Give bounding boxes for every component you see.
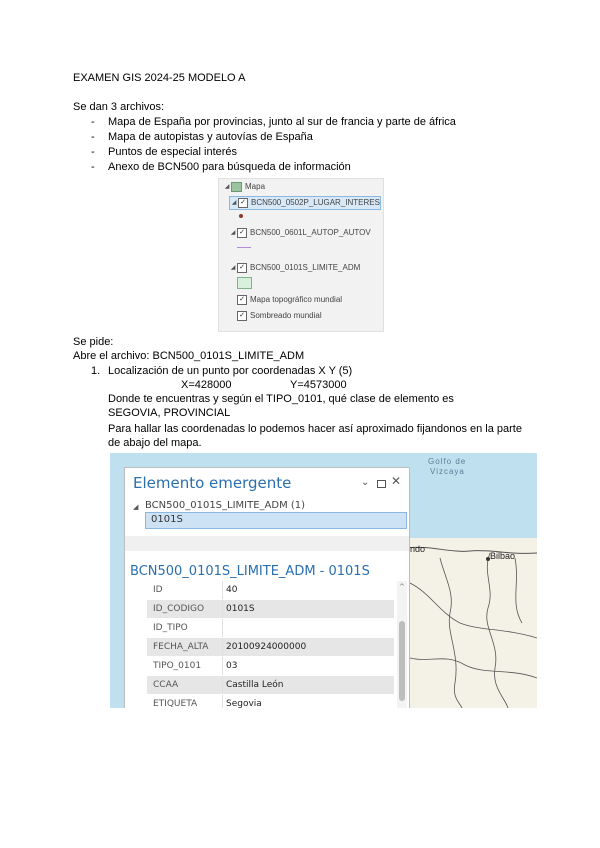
popup-layer-name: BCN500_0101S_LIMITE_ADM (1) [145, 500, 306, 511]
close-icon[interactable]: ✕ [391, 474, 402, 488]
table-row: FECHA_ALTA 20100924000000 [147, 638, 394, 657]
layer-label: BCN500_0601L_AUTOP_AUTOV [250, 228, 371, 238]
collapse-triangle-icon[interactable]: ◢ [133, 503, 139, 511]
contents-pane [218, 178, 384, 332]
map-label: Mapa [245, 182, 266, 192]
layer-row-autop-autov[interactable] [229, 227, 371, 239]
checkbox-icon[interactable]: ✓ [237, 311, 247, 321]
layer-row-lugar-interes[interactable] [229, 196, 381, 210]
popup-window[interactable] [124, 467, 410, 708]
se-pide-label: Se pide: [73, 336, 114, 348]
map-label-fragment: ndo [410, 544, 426, 554]
layer-label: BCN500_0101S_LIMITE_ADM [250, 263, 361, 273]
bullet-dash: - [91, 116, 95, 128]
polygon-symbol-icon [237, 277, 252, 289]
separator [125, 536, 409, 551]
bullet-dash: - [91, 146, 95, 158]
coord-y: Y=4573000 [290, 379, 347, 391]
file-item-3: Puntos de especial interés [108, 146, 238, 158]
restore-icon[interactable] [377, 480, 386, 488]
expand-triangle-icon[interactable]: ◢ [224, 184, 230, 190]
table-row: ID_CODIGO 0101S [147, 600, 394, 619]
note-text-2: de abajo del mapa. [108, 437, 202, 449]
file-item-1: Mapa de España por provincias, junto al sur de francia y parte de áfrica [108, 116, 456, 128]
map-icon [231, 182, 242, 192]
note-text-1: Para hallar las coordenadas lo podemos hacer así aproximado fijandonos en la parte [108, 423, 522, 435]
map-screenshot [110, 453, 537, 708]
open-file-instruction: Abre el archivo: BCN500_0101S_LIMITE_ADM [73, 350, 305, 362]
popup-heading: BCN500_0101S_LIMITE_ADM - 0101S [130, 564, 370, 579]
file-item-4: Anexo de BCN500 para búsqueda de información [108, 161, 351, 173]
question-number: 1. [91, 365, 101, 377]
intro-text: Se dan 3 archivos: [73, 101, 165, 113]
layer-label: Sombreado mundial [250, 311, 322, 320]
table-row: TIPO_0101 03 [147, 657, 394, 676]
scrollbar-thumb[interactable] [399, 621, 405, 701]
line-symbol-icon [237, 247, 251, 248]
doc-title: EXAMEN GIS 2024-25 MODELO A [73, 72, 246, 84]
answer-text: SEGOVIA, PROVINCIAL [108, 407, 231, 419]
bullet-dash: - [91, 131, 95, 143]
map-label-gulf-2: Vizcaya [430, 467, 465, 476]
expand-triangle-icon[interactable]: ◢ [230, 230, 236, 236]
checkbox-icon[interactable]: ✓ [237, 295, 247, 305]
chevron-down-icon[interactable]: ⌄ [361, 477, 370, 488]
point-symbol-icon [239, 214, 243, 218]
layer-label: BCN500_0502P_LUGAR_INTERES [251, 198, 380, 208]
question-title: Localización de un punto por coordenadas X Y (5) [108, 365, 353, 377]
layer-row-limite-adm[interactable] [229, 262, 360, 274]
expand-triangle-icon[interactable]: ◢ [231, 200, 237, 206]
file-item-2: Mapa de autopistas y autovías de España [108, 131, 313, 143]
popup-selected-feature[interactable] [145, 512, 407, 529]
map-label-gulf-1: Golfo de [428, 457, 467, 466]
layer-label: Mapa topográfico mundial [250, 295, 343, 304]
bullet-dash: - [91, 161, 95, 173]
scroll-up-icon[interactable]: ^ [399, 583, 405, 591]
table-row: ID 40 [147, 581, 394, 600]
layer-row-sombreado[interactable] [237, 310, 322, 322]
checkbox-icon[interactable]: ✓ [237, 228, 247, 238]
coord-x: X=428000 [181, 379, 232, 391]
map-label-bilbao: Bilbao [490, 551, 516, 561]
popup-title: Elemento emergente [133, 474, 292, 492]
question-text: Donde te encuentras y según el TIPO_0101, qué clase de elemento es [108, 393, 454, 405]
expand-triangle-icon[interactable]: ◢ [230, 265, 236, 271]
table-row: ETIQUETA Segovia [147, 695, 394, 708]
table-row: ID_TIPO [147, 619, 394, 638]
checkbox-icon[interactable]: ✓ [237, 263, 247, 273]
selected-feature-label: 0101S [151, 514, 183, 525]
table-row: CCAA Castilla León [147, 676, 394, 695]
map-node[interactable] [223, 181, 265, 193]
checkbox-icon[interactable]: ✓ [238, 198, 248, 208]
layer-row-topografico[interactable] [237, 294, 342, 306]
scrollbar[interactable] [397, 581, 407, 708]
